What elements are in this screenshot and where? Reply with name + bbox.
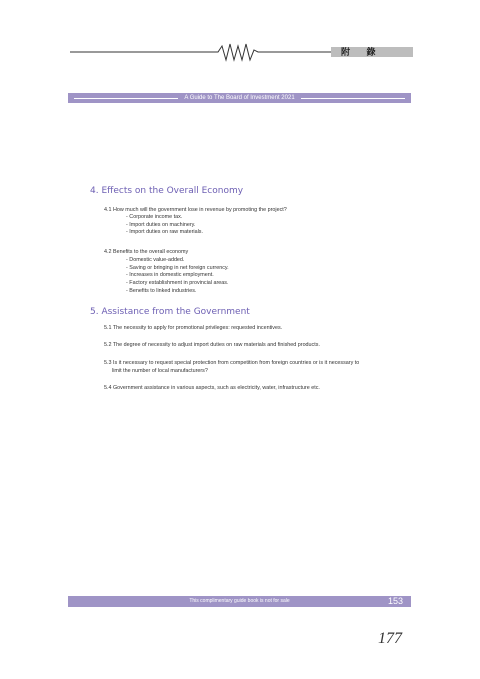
list-item: - Domestic value-added. — [104, 257, 229, 265]
list-item: - Corporate income tax. — [104, 214, 203, 222]
header-line-left — [74, 98, 178, 99]
header-band — [68, 93, 411, 103]
question-5-3: 5.3 Is it necessary to request special protection from competition from foreign countries or is it necessary to — [104, 360, 360, 366]
appendix-label: 附 錄 — [331, 47, 413, 57]
guide-title: A Guide to The Board of Investment 2021 — [184, 95, 295, 101]
question-4-1: 4.1 How much will the government lose in revenue by promoting the project? — [104, 207, 287, 213]
page-number: 177 — [378, 630, 402, 647]
question-5-3-continued: limit the number of local manufacturers? — [112, 368, 208, 374]
list-item: - Import duties on raw materials. — [104, 229, 203, 237]
list-item: - Increases in domestic employment. — [104, 272, 229, 280]
footer-page-number: 153 — [387, 596, 403, 606]
question-4-2-list — [104, 257, 229, 296]
question-4-1-list — [104, 214, 203, 237]
list-item: - Import duties on machinery. — [104, 222, 203, 230]
section-4-title: 4. Effects on the Overall Economy — [90, 186, 244, 196]
footer-note: This complimentary guide book is not for sale — [189, 598, 290, 604]
list-item: - Saving or bringing in net foreign currency. — [104, 265, 229, 273]
section-5-title: 5. Assistance from the Government — [90, 307, 250, 317]
question-5-1: 5.1 The necessity to apply for promotional privileges: requested incentives. — [104, 325, 283, 331]
list-item: - Benefits to linked industries. — [104, 288, 229, 296]
header-line-right — [301, 98, 405, 99]
list-item: - Factory establishment in provincial areas. — [104, 280, 229, 288]
question-4-2: 4.2 Benefits to the overall economy — [104, 249, 189, 255]
question-5-2: 5.2 The degree of necessity to adjust import duties on raw materials and finished products. — [104, 342, 320, 348]
footer-band — [68, 596, 411, 607]
question-5-4: 5.4 Government assistance in various aspects, such as electricity, water, infrastructure etc. — [104, 385, 320, 391]
